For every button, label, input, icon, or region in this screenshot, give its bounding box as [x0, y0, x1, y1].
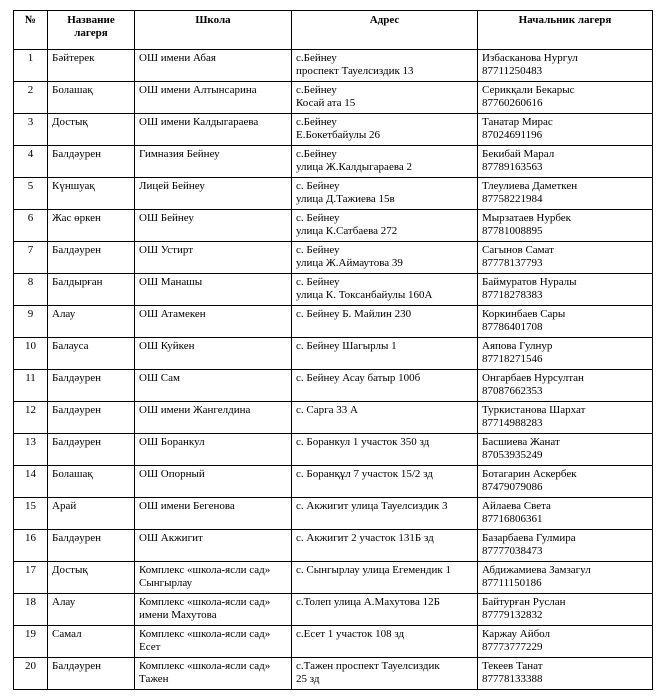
row-number: 3: [14, 114, 48, 146]
table-row: [14, 658, 653, 690]
camp-name: Достық: [48, 114, 135, 146]
camp-name: Достық: [48, 562, 135, 594]
address-line: с.Бейнеу: [296, 148, 337, 160]
camp-name: Балдырған: [48, 274, 135, 306]
table-row: [14, 114, 653, 146]
address-line: с.Бейнеу: [296, 52, 337, 64]
row-number: 7: [14, 242, 48, 274]
school-line: ОШ Атамекен: [139, 308, 206, 320]
camp-name: Болашақ: [48, 466, 135, 498]
address: [292, 210, 478, 242]
head-line: Ботагарин Аскербек: [482, 468, 577, 480]
camp-head: [478, 498, 653, 530]
school-name: [135, 210, 292, 242]
table-row: [14, 626, 653, 658]
table-body: [14, 50, 653, 690]
camp-head: [478, 306, 653, 338]
school-name: [135, 626, 292, 658]
head-line: Басшиева Жанат: [482, 436, 560, 448]
camp-head: [478, 466, 653, 498]
school-line: ОШ имени Бегенова: [139, 500, 235, 512]
school-name: [135, 114, 292, 146]
camp-head: [478, 114, 653, 146]
school-line: имени Махутова: [139, 609, 217, 621]
address: [292, 146, 478, 178]
table-row: [14, 466, 653, 498]
school-name: [135, 338, 292, 370]
school-line: Гимназия Бейнеу: [139, 148, 220, 160]
head-line: 87760260616: [482, 97, 543, 109]
head-line: Мырзатаев Нурбек: [482, 212, 572, 224]
table-row: [14, 338, 653, 370]
school-name: [135, 434, 292, 466]
row-number: 6: [14, 210, 48, 242]
address: [292, 498, 478, 530]
camp-head: [478, 146, 653, 178]
table-row: [14, 370, 653, 402]
camp-head: [478, 658, 653, 690]
school-name: [135, 146, 292, 178]
header-school: Школа: [135, 11, 292, 50]
table-row: [14, 50, 653, 82]
camp-name: Балдәурен: [48, 434, 135, 466]
table-row: [14, 306, 653, 338]
camp-name: Алау: [48, 594, 135, 626]
camp-name: Балдәурен: [48, 658, 135, 690]
camp-head: [478, 370, 653, 402]
camp-head: [478, 242, 653, 274]
school-line: ОШ имени Алтынсарина: [139, 84, 257, 96]
address: [292, 274, 478, 306]
school-line: Сынгырлау: [139, 577, 193, 589]
address-line: с. Сынгырлау улица Егемендик 1: [296, 564, 452, 576]
school-name: [135, 466, 292, 498]
camp-head: [478, 626, 653, 658]
school-line: ОШ имени Абая: [139, 52, 216, 64]
head-line: 87053935249: [482, 449, 543, 461]
row-number: 9: [14, 306, 48, 338]
school-line: Тажен: [139, 673, 169, 685]
table-row: [14, 434, 653, 466]
head-line: Танатар Мирас: [482, 116, 553, 128]
school-name: [135, 82, 292, 114]
head-line: Айлаева Света: [482, 500, 551, 512]
camp-name: Балдәурен: [48, 146, 135, 178]
address-line: с. Акжигит улица Тауелсиздик 3: [296, 500, 448, 512]
camp-head: [478, 434, 653, 466]
school-line: ОШ Устирт: [139, 244, 193, 256]
camp-name: Болашақ: [48, 82, 135, 114]
camp-head: [478, 530, 653, 562]
address-line: Е.Бокетбайулы 26: [296, 129, 381, 141]
school-line: ОШ Манашы: [139, 276, 203, 288]
head-line: Аяпова Гулнур: [482, 340, 553, 352]
address-line: с. Боранқұл 7 участок 15/2 зд: [296, 468, 433, 480]
header-camp-name: Название лагеря: [48, 11, 135, 50]
address-line: улица Д.Тажиева 15в: [296, 193, 395, 205]
school-line: Есет: [139, 641, 161, 653]
address: [292, 594, 478, 626]
school-line: ОШ Сам: [139, 372, 180, 384]
school-name: [135, 50, 292, 82]
school-name: [135, 562, 292, 594]
camp-head: [478, 82, 653, 114]
school-line: ОШ Акжигит: [139, 532, 203, 544]
camp-head: [478, 274, 653, 306]
row-number: 4: [14, 146, 48, 178]
row-number: 20: [14, 658, 48, 690]
camp-name: Самал: [48, 626, 135, 658]
school-line: ОШ имени Калдыгараева: [139, 116, 259, 128]
address: [292, 242, 478, 274]
school-line: Комплекс «школа-ясли сад»: [139, 628, 271, 640]
address: [292, 658, 478, 690]
header-address: Адрес: [292, 11, 478, 50]
address: [292, 178, 478, 210]
head-line: 87758221984: [482, 193, 543, 205]
head-line: Бекибай Марал: [482, 148, 555, 160]
row-number: 19: [14, 626, 48, 658]
address: [292, 370, 478, 402]
head-line: Текеев Танат: [482, 660, 543, 672]
head-line: Онгарбаев Нурсултан: [482, 372, 584, 384]
address-line: с. Бейнеу: [296, 276, 340, 288]
table-row: [14, 274, 653, 306]
camp-head: [478, 210, 653, 242]
table-row: [14, 242, 653, 274]
head-line: Туркистанова Шархат: [482, 404, 586, 416]
head-line: Серикқали Бекарыс: [482, 84, 575, 96]
school-name: [135, 402, 292, 434]
header-camp-head: Начальник лагеря: [478, 11, 653, 50]
header-row: [14, 11, 653, 50]
head-line: Сагынов Самат: [482, 244, 554, 256]
head-line: 87716806361: [482, 513, 543, 525]
address-line: с.Толеп улица А.Махутова 12Б: [296, 596, 440, 608]
camps-table: [13, 10, 653, 690]
row-number: 8: [14, 274, 48, 306]
address-line: с. Сарга 33 А: [296, 404, 358, 416]
address: [292, 530, 478, 562]
address-line: с. Боранкул 1 участок 350 зд: [296, 436, 430, 448]
address-line: с.Бейнеу: [296, 116, 337, 128]
header-number: №: [14, 11, 48, 50]
row-number: 14: [14, 466, 48, 498]
camp-head: [478, 50, 653, 82]
head-line: Тлеулиева Даметкен: [482, 180, 578, 192]
address: [292, 50, 478, 82]
head-line: 87718278383: [482, 289, 543, 301]
table-row: [14, 498, 653, 530]
camp-head: [478, 594, 653, 626]
row-number: 1: [14, 50, 48, 82]
head-line: 87778137793: [482, 257, 543, 269]
row-number: 11: [14, 370, 48, 402]
school-name: [135, 242, 292, 274]
head-line: 87714988283: [482, 417, 543, 429]
head-line: 87779132832: [482, 609, 543, 621]
row-number: 5: [14, 178, 48, 210]
address: [292, 434, 478, 466]
address: [292, 306, 478, 338]
address-line: с. Бейнеу Шагырлы 1: [296, 340, 397, 352]
camp-head: [478, 178, 653, 210]
camp-name: Күншуақ: [48, 178, 135, 210]
school-line: ОШ имени Жангелдина: [139, 404, 251, 416]
address-line: с.Тажен проспект Тауелсиздик: [296, 660, 440, 672]
address-line: с.Бейнеу: [296, 84, 337, 96]
camp-name: Балауса: [48, 338, 135, 370]
table-row: [14, 530, 653, 562]
school-line: Комплекс «школа-ясли сад»: [139, 660, 271, 672]
camp-head: [478, 402, 653, 434]
row-number: 15: [14, 498, 48, 530]
table-row: [14, 82, 653, 114]
address: [292, 338, 478, 370]
camp-name: Жас өркен: [48, 210, 135, 242]
school-name: [135, 594, 292, 626]
head-line: Абдижамиева Замзагул: [482, 564, 591, 576]
head-line: Коркинбаев Сары: [482, 308, 566, 320]
address: [292, 402, 478, 434]
school-line: ОШ Куйкен: [139, 340, 195, 352]
camp-head: [478, 338, 653, 370]
head-line: 87786401708: [482, 321, 543, 333]
table-row: [14, 562, 653, 594]
address: [292, 562, 478, 594]
address-line: с. Бейнеу: [296, 212, 340, 224]
head-line: 87711150186: [482, 577, 542, 589]
head-line: 87024691196: [482, 129, 543, 141]
table-row: [14, 594, 653, 626]
school-name: [135, 530, 292, 562]
school-name: [135, 274, 292, 306]
address-line: 25 зд: [296, 673, 320, 685]
head-line: 87781008895: [482, 225, 543, 237]
row-number: 16: [14, 530, 48, 562]
table-row: [14, 178, 653, 210]
head-line: 87777038473: [482, 545, 543, 557]
address-line: улица К. Токсанбайулы 160А: [296, 289, 433, 301]
address-line: с. Бейнеу Асау батыр 100б: [296, 372, 421, 384]
row-number: 10: [14, 338, 48, 370]
address-line: Косай ата 15: [296, 97, 356, 109]
camp-name: Бәйтерек: [48, 50, 135, 82]
head-line: 87087662353: [482, 385, 543, 397]
school-line: ОШ Боранкул: [139, 436, 205, 448]
head-line: Избасканова Нургул: [482, 52, 578, 64]
address-line: улица К.Сатбаева 272: [296, 225, 398, 237]
head-line: 87711250483: [482, 65, 543, 77]
row-number: 17: [14, 562, 48, 594]
address: [292, 626, 478, 658]
address-line: с. Бейнеу: [296, 244, 340, 256]
table-row: [14, 210, 653, 242]
school-name: [135, 306, 292, 338]
school-name: [135, 658, 292, 690]
camp-name: Балдәурен: [48, 530, 135, 562]
camp-head: [478, 562, 653, 594]
camp-name: Арай: [48, 498, 135, 530]
head-line: 87773777229: [482, 641, 543, 653]
head-line: 87789163563: [482, 161, 543, 173]
table-row: [14, 402, 653, 434]
school-line: ОШ Бейнеу: [139, 212, 194, 224]
head-line: Баймуратов Нуралы: [482, 276, 577, 288]
address-line: с. Бейнеу Б. Майлин 230: [296, 308, 412, 320]
address-line: проспект Тауелсиздик 13: [296, 65, 414, 77]
camp-name: Балдәурен: [48, 242, 135, 274]
camp-name: Балдәурен: [48, 402, 135, 434]
table-row: [14, 146, 653, 178]
row-number: 13: [14, 434, 48, 466]
address-line: с.Есет 1 участок 108 зд: [296, 628, 405, 640]
address-line: улица Ж.Аймаутова 39: [296, 257, 403, 269]
head-line: Базарбаева Гулмира: [482, 532, 576, 544]
school-line: ОШ Опорный: [139, 468, 205, 480]
head-line: 87778133388: [482, 673, 543, 685]
head-line: 87479079086: [482, 481, 543, 493]
head-line: Каржау Айбол: [482, 628, 551, 640]
school-name: [135, 370, 292, 402]
address-line: с. Акжигит 2 участок 131Б зд: [296, 532, 434, 544]
camp-name: Алау: [48, 306, 135, 338]
head-line: 87718271546: [482, 353, 543, 365]
school-name: [135, 498, 292, 530]
school-name: [135, 178, 292, 210]
school-line: Комплекс «школа-ясли сад»: [139, 596, 271, 608]
row-number: 12: [14, 402, 48, 434]
school-line: Комплекс «школа-ясли сад»: [139, 564, 271, 576]
address: [292, 114, 478, 146]
address-line: с. Бейнеу: [296, 180, 340, 192]
row-number: 2: [14, 82, 48, 114]
address-line: улица Ж.Калдыгараева 2: [296, 161, 413, 173]
address: [292, 466, 478, 498]
row-number: 18: [14, 594, 48, 626]
address: [292, 82, 478, 114]
camp-name: Балдәурен: [48, 370, 135, 402]
school-line: Лицей Бейнеу: [139, 180, 205, 192]
head-line: Байтурған Руслан: [482, 596, 566, 608]
